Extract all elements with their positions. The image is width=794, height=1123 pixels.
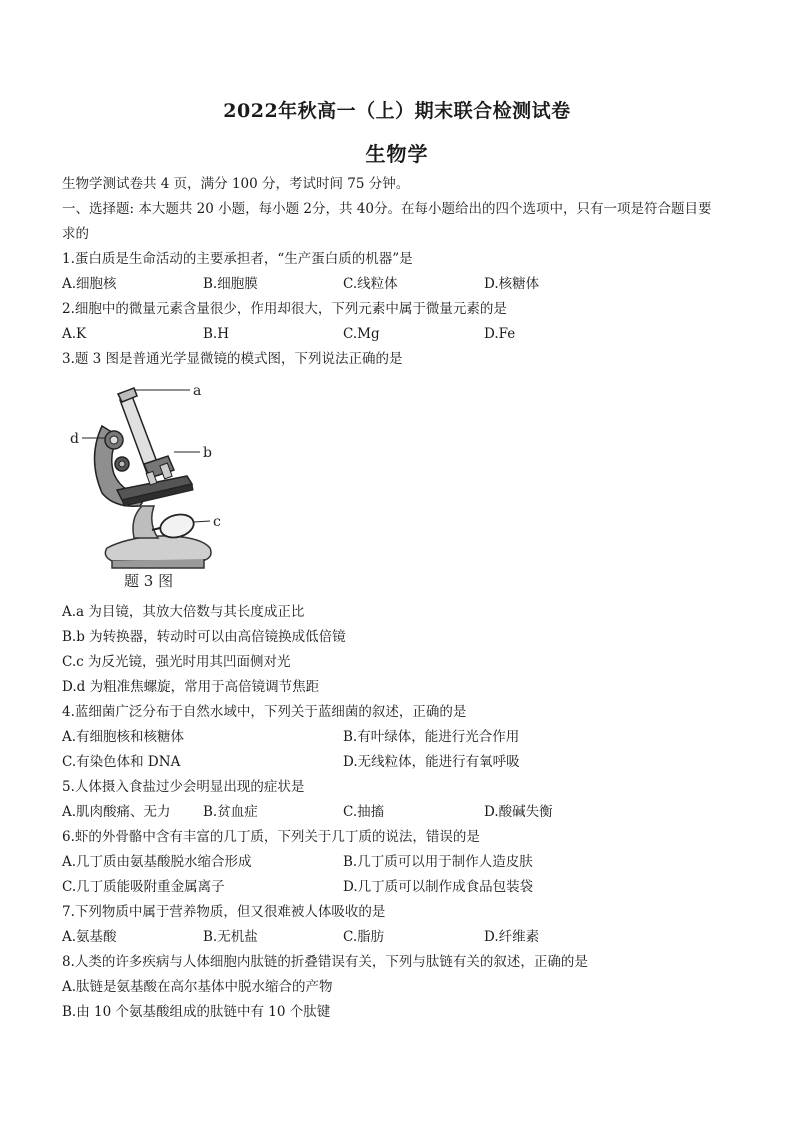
subject-title: 生物学 (365, 142, 429, 166)
question-8-option-a: A.肽链是氨基酸在高尔基体中脱水缩合的产物 (62, 979, 333, 995)
question-2-option-d: D.Fe (484, 326, 516, 342)
question-3-option-c: C.c 为反光镜，强光时用其凹面侧对光 (62, 654, 291, 670)
question-6-stem: 6.虾的外骨骼中含有丰富的几丁质，下列关于几丁质的说法，错误的是 (62, 829, 480, 845)
question-5-option-d: D.酸碱失衡 (484, 804, 553, 820)
question-8-stem: 8.人类的许多疾病与人体细胞内肽链的折叠错误有关，下列与肽链有关的叙述，正确的是 (62, 954, 588, 970)
question-7-option-a: A.氨基酸 (62, 929, 117, 945)
question-4-option-b: B.有叶绿体，能进行光合作用 (343, 729, 520, 745)
question-1-option-b: B.细胞膜 (203, 276, 258, 292)
question-6-option-a: A.几丁质由氨基酸脱水缩合形成 (62, 854, 252, 870)
question-7-stem: 7.下列物质中属于营养物质，但又很难被人体吸收的是 (62, 904, 386, 920)
label-c: c (213, 514, 221, 530)
question-5-option-c: C.抽搐 (343, 804, 385, 820)
question-4-stem: 4.蓝细菌广泛分布于自然水域中，下列关于蓝细菌的叙述，正确的是 (62, 704, 467, 720)
microscope-illustration (62, 378, 237, 593)
question-7-option-d: D.纤维素 (484, 929, 540, 945)
question-4-option-c: C.有染色体和 DNA (62, 754, 181, 770)
label-a: a (193, 383, 202, 399)
question-4-option-d: D.无线粒体，能进行有氧呼吸 (343, 754, 520, 770)
exam-title: 2022年秋高一（上）期末联合检测试卷 (223, 100, 571, 122)
question-8-option-b: B.由 10 个氨基酸组成的肽链中有 10 个肽键 (62, 1004, 331, 1020)
question-3-option-b: B.b 为转换器，转动时可以由高倍镜换成低倍镜 (62, 629, 346, 645)
question-3-stem: 3.题 3 图是普通光学显微镜的模式图，下列说法正确的是 (62, 351, 403, 367)
question-2-option-b: B.H (203, 326, 229, 342)
question-3-option-d: D.d 为粗准焦螺旋，常用于高倍镜调节焦距 (62, 679, 320, 695)
question-5-stem: 5.人体摄入食盐过少会明显出现的症状是 (62, 779, 305, 795)
question-7-option-c: C.脂肪 (343, 929, 385, 945)
question-7-option-b: B.无机盐 (203, 929, 258, 945)
label-b: b (203, 445, 212, 461)
label-d: d (70, 431, 79, 447)
question-4-option-a: A.有细胞核和核糖体 (62, 729, 185, 745)
figure-caption: 题 3 图 (124, 572, 174, 590)
question-5-option-a: A.肌肉酸痛、无力 (62, 804, 171, 820)
question-2-option-a: A.K (62, 326, 87, 342)
question-6-option-d: D.几丁质可以制作成食品包装袋 (343, 879, 534, 895)
question-3-option-a: A.a 为目镜，其放大倍数与其长度成正比 (62, 604, 305, 620)
intro-text: 生物学测试卷共 4 页，满分 100 分，考试时间 75 分钟。 (62, 176, 410, 192)
question-1-option-d: D.核糖体 (484, 276, 540, 292)
question-6-option-c: C.几丁质能吸附重金属离子 (62, 879, 225, 895)
question-6-option-b: B.几丁质可以用于制作人造皮肤 (343, 854, 533, 870)
question-5-option-b: B.贫血症 (203, 804, 258, 820)
question-1-stem: 1.蛋白质是生命活动的主要承担者，“生产蛋白质的机器”是 (62, 251, 413, 267)
section-heading: 一、选择题: 本大题共 20 小题，每小题 2分，共 40分。在每小题给出的四个选项中，只有一项是符合题目要 (62, 201, 712, 217)
microscope-figure (62, 378, 237, 593)
question-1-option-a: A.细胞核 (62, 276, 117, 292)
question-1-option-c: C.线粒体 (343, 276, 398, 292)
section-heading-cont: 求的 (62, 226, 89, 242)
question-2-stem: 2.细胞中的微量元素含量很少，作用却很大，下列元素中属于微量元素的是 (62, 301, 507, 317)
question-2-option-c: C.Mg (343, 326, 380, 342)
